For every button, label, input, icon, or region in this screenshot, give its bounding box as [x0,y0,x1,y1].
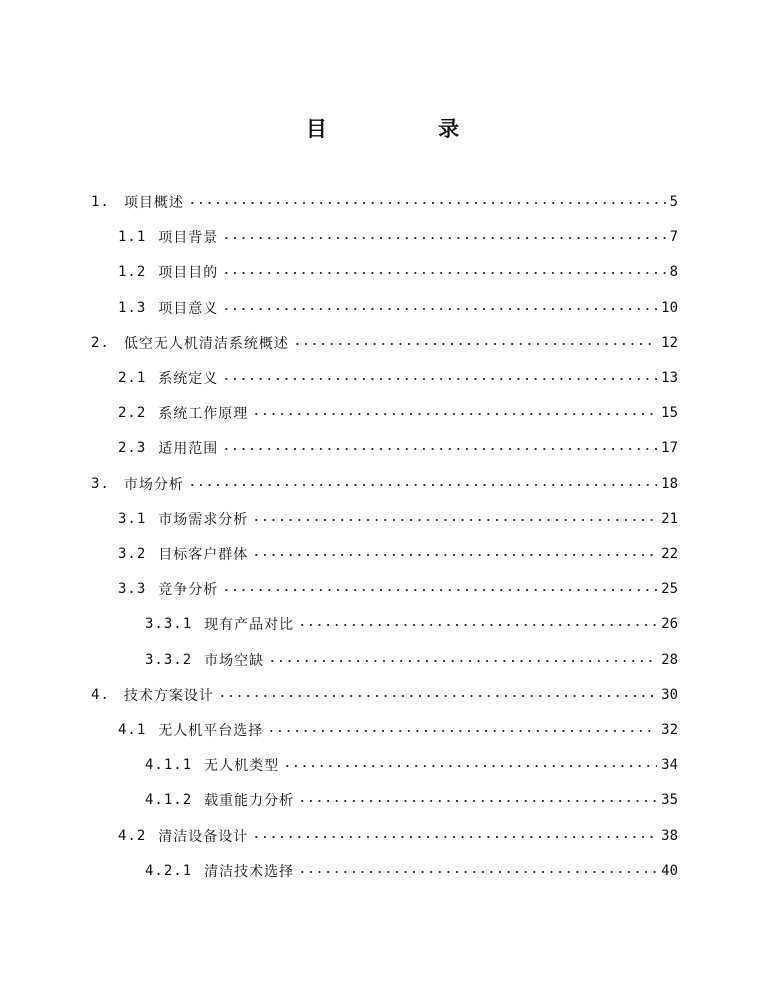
dot-leader [222,445,657,453]
toc-entry-page-number: 10 [661,299,678,316]
toc-entry-page-number: 32 [661,722,678,738]
toc-entry-page-number: 38 [661,827,678,844]
toc-entry-title: 无人机平台选择 [158,723,264,739]
toc-entry[interactable] [91,681,678,709]
toc-entry-title: 载重能力分析 [204,793,295,810]
toc-entry-title: 清洁设备设计 [158,828,249,845]
toc-entry-title: 清洁技术选择 [204,863,295,880]
dot-leader [252,516,657,524]
toc-entry-page-number: 12 [661,334,678,351]
toc-entry-number: 3.3.2 [145,651,193,668]
toc-entry-title: 市场需求分析 [158,511,249,528]
toc-entry-title: 目标客户群体 [158,547,249,563]
toc-entry-title: 现有产品对比 [204,617,295,634]
dot-leader [298,868,657,876]
toc-entry-title: 无人机类型 [204,758,280,775]
toc-entry-page-number: 21 [661,510,678,527]
toc-entry-page-number: 25 [661,581,678,598]
toc-entry-number: 4.2 [118,827,147,844]
toc-entry-number: 2.3 [118,440,147,457]
toc-entry-number: 1. [91,194,110,210]
toc-entry-title: 竞争分析 [158,582,219,599]
toc-entry-number: 2.1 [118,370,147,386]
toc-entry-page-number: 15 [661,405,678,422]
dot-leader [283,762,657,770]
toc-entry-page-number: 13 [661,370,678,386]
dot-leader [218,692,657,700]
toc-entry-title: 市场空缺 [204,652,265,669]
toc-entry[interactable] [118,540,678,568]
dot-leader [188,199,666,207]
toc-entry[interactable] [118,294,678,322]
toc-entry[interactable] [118,505,678,533]
toc-entry-title: 技术方案设计 [123,687,214,704]
toc-entry-page-number: 26 [661,616,678,633]
toc-entry-number: 4.1 [118,722,147,738]
toc-entry[interactable] [118,434,678,462]
toc-entry-number: 4.2.1 [145,862,193,879]
toc-entry[interactable] [145,646,678,674]
dot-leader [252,551,657,559]
dot-leader [222,234,665,242]
dot-leader [268,657,657,665]
toc-entry-number: 4. [91,686,110,703]
toc-entry-number: 2. [91,334,110,351]
toc-entry-number: 3.1 [118,510,147,527]
toc-entry-title: 适用范围 [158,441,219,458]
toc-entry-number: 1.1 [118,229,147,246]
dot-leader [252,833,657,841]
toc-entry-number: 3. [91,475,110,492]
toc-entry-title: 系统工作原理 [158,406,249,423]
toc-entry-page-number: 18 [661,475,678,492]
dot-leader [222,586,657,594]
toc-entry-page-number: 35 [661,792,678,809]
toc-entry-number: 4.1.2 [145,792,193,809]
dot-leader [252,410,657,418]
toc-entry[interactable] [145,751,678,779]
toc-entry-page-number: 8 [669,264,678,281]
toc-entry-page-number: 34 [661,757,678,774]
toc-entry[interactable] [118,364,678,392]
toc-entry[interactable] [91,188,678,216]
toc-entry-title: 项目概述 [123,195,184,211]
page-title: 目 录 [305,117,512,141]
toc-entry-title: 项目背景 [158,230,219,247]
dot-leader [222,269,665,277]
dot-leader [222,375,657,383]
toc-entry[interactable] [91,329,678,357]
toc-entry-title: 项目意义 [158,300,219,317]
toc-entry-number: 3.3 [118,581,147,598]
toc-entry[interactable] [118,822,678,850]
toc-entry[interactable] [145,786,678,814]
dot-leader [222,305,657,313]
toc-entry-page-number: 28 [661,651,678,668]
toc-entry-title: 市场分析 [123,476,184,493]
toc-entry-number: 4.1.1 [145,757,193,774]
dot-leader [188,481,657,489]
toc-entry[interactable] [118,716,678,744]
toc-entry[interactable] [145,857,678,885]
dot-leader [298,797,657,805]
dot-leader [267,727,657,735]
toc-entry-number: 1.3 [118,299,147,316]
toc-entry-number: 3.2 [118,546,147,562]
toc-entry-page-number: 17 [661,440,678,457]
toc-entry-title: 系统定义 [158,371,219,387]
dot-leader [293,340,657,348]
toc-entry-page-number: 30 [661,686,678,703]
toc-entry-number: 3.3.1 [145,616,193,633]
toc-entry[interactable] [118,575,678,603]
toc-entry-page-number: 5 [669,194,678,210]
toc-entry-page-number: 40 [661,862,678,879]
toc-entry[interactable] [118,399,678,427]
toc-entry-page-number: 7 [669,229,678,246]
dot-leader [298,621,657,629]
toc-entry-title: 低空无人机清洁系统概述 [123,335,289,352]
toc-entry[interactable] [91,470,678,498]
toc-entry[interactable] [145,610,678,638]
toc-entry-number: 2.2 [118,405,147,422]
toc-entry-title: 项目目的 [158,265,219,282]
toc-entry[interactable] [118,223,678,251]
toc-entry[interactable] [118,258,678,286]
toc-entry-number: 1.2 [118,264,147,281]
toc-entry-page-number: 22 [661,546,678,562]
